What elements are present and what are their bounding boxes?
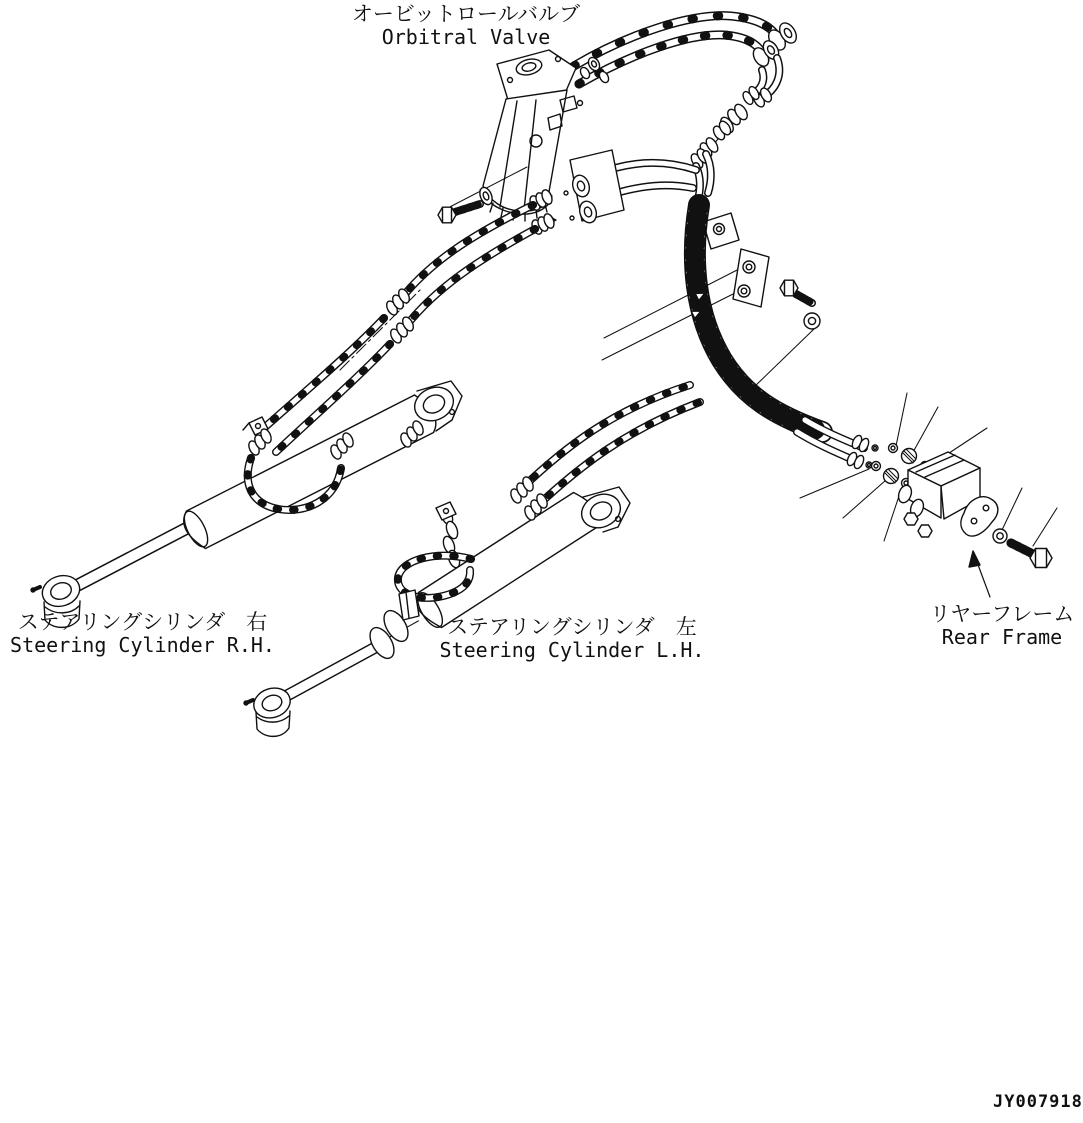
callout-rear-frame — [928, 602, 1076, 648]
callout-orbital-valve — [306, 2, 626, 48]
callout-steering-cylinder-rh — [0, 610, 285, 656]
callout-rear-frame-en: Rear Frame — [941, 625, 1063, 649]
center-manifold-assembly — [438, 150, 696, 226]
rear-frame-arrow — [969, 551, 990, 597]
drawing-number: JY007918 — [993, 1092, 1083, 1112]
callout-orbital-valve-jp: オービットロールバルブ — [351, 2, 581, 26]
hose-bundle-to-rear-frame — [695, 205, 878, 470]
callout-steering-cylinder-lh-jp: ステアリングシリンダ 左 — [447, 615, 697, 639]
rear-frame-assembly — [800, 393, 1057, 597]
callout-orbital-valve-en: Orbitral Valve — [381, 25, 551, 49]
callout-steering-cylinder-lh — [428, 615, 716, 661]
elbow-connector-chain — [689, 58, 779, 203]
callout-rear-frame-jp: リヤーフレーム — [929, 602, 1075, 626]
callout-steering-cylinder-rh-en: Steering Cylinder R.H. — [10, 633, 275, 657]
steering-cylinder-lh-drawing — [244, 385, 700, 736]
callout-steering-cylinder-lh-en: Steering Cylinder L.H. — [439, 638, 705, 662]
callout-steering-cylinder-rh-jp: ステアリングシリンダ 右 — [17, 610, 268, 634]
